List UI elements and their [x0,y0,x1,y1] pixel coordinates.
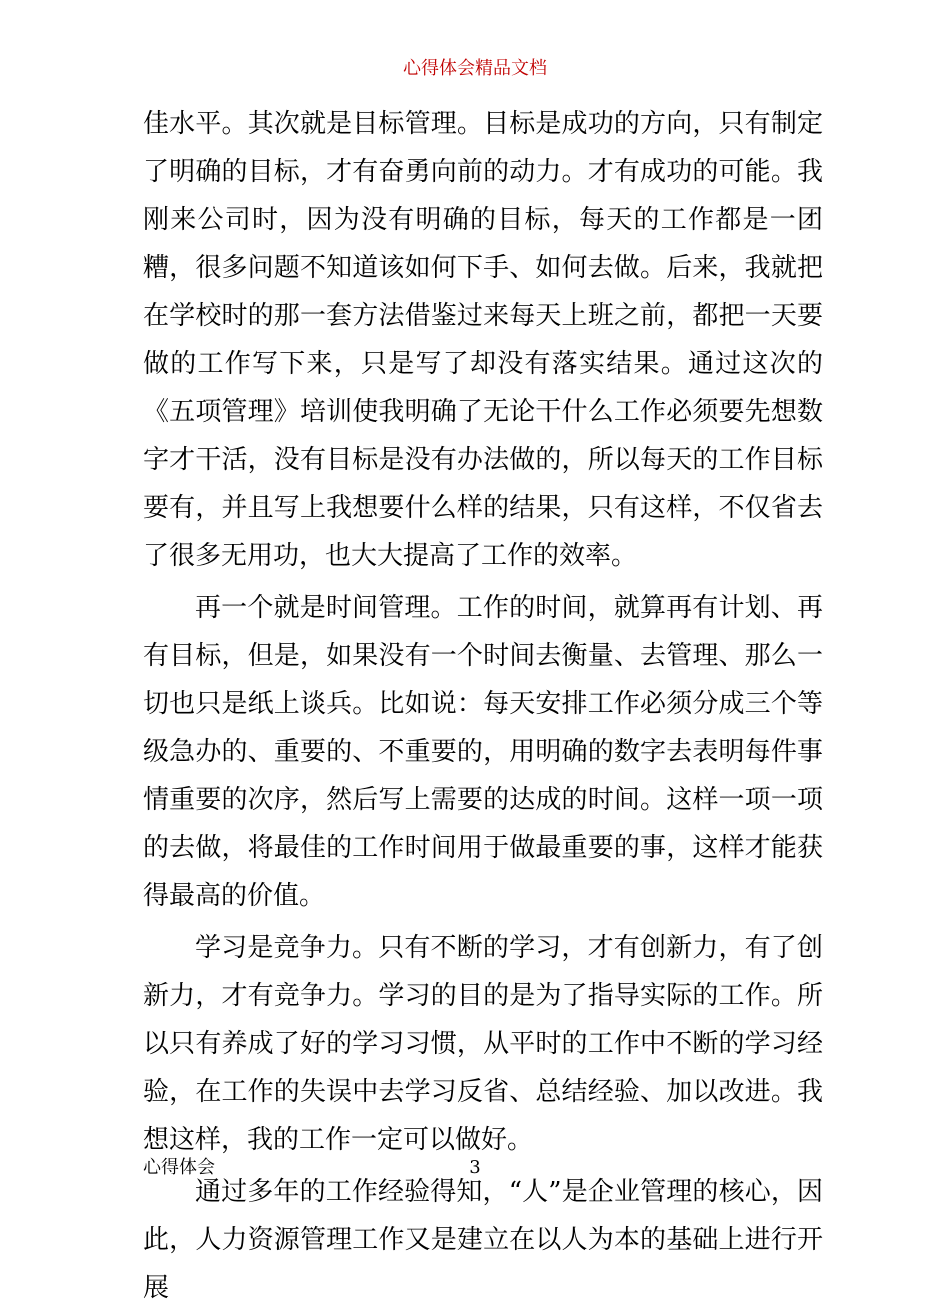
paragraph-time-management: 再一个就是时间管理。工作的时间，就算再有计划、再有目标，但是，如果没有一个时间去衡量、去管理、那么一切也只是纸上谈兵。比如说：每天安排工作必须分成三个等级急办的、重要的、不重要的，用明确的数字去表明每件事情重要的次序，然后写上需要的达成的时间。这样一项一项的去做，将最佳的工作时间用于做最重要的事，这样才能获得最高的价值。 [143,593,823,911]
footer-page-number: 3 [469,1157,481,1178]
page-header-title: 心得体会精品文档 [403,58,547,79]
paragraph-goal-management: 佳水平。其次就是目标管理。目标是成功的方向，只有制定了明确的目标，才有奋勇向前的动力。才有成功的可能。我刚来公司时，因为没有明确的目标，每天的工作都是一团糟，很多问题不知道该如何下手、如何去做。后来，我就把在学校时的那一套方法借鉴过来每天上班之前，都把一天要做的工作写下来，只是写了却没有落实结果。通过这次的《五项管理》培训使我明确了无论干什么工作必须要先想数字才干活，没有目标是没有办法做的，所以每天的工作目标要有，并且写上我想要什么样的结果，只有这样，不仅省去了很多无用功，也大大提高了工作的效率。 [143,109,823,571]
footer-label: 心得体会 [143,1157,215,1178]
paragraph-people-core: 通过多年的工作经验得知，“人”是企业管理的核心，因此，人力资源管理工作又是建立在以人为本的基础上进行开展 [143,1177,823,1303]
document-body [143,100,823,1312]
paragraph-learning: 学习是竞争力。只有不断的学习，才有创新力，有了创新力，才有竞争力。学习的目的是为了指导实际的工作。所以只有养成了好的学习习惯，从平时的工作中不断的学习经验，在工作的失误中去学习反省、总结经验、加以改进。我想这样，我的工作一定可以做好。 [143,933,823,1155]
